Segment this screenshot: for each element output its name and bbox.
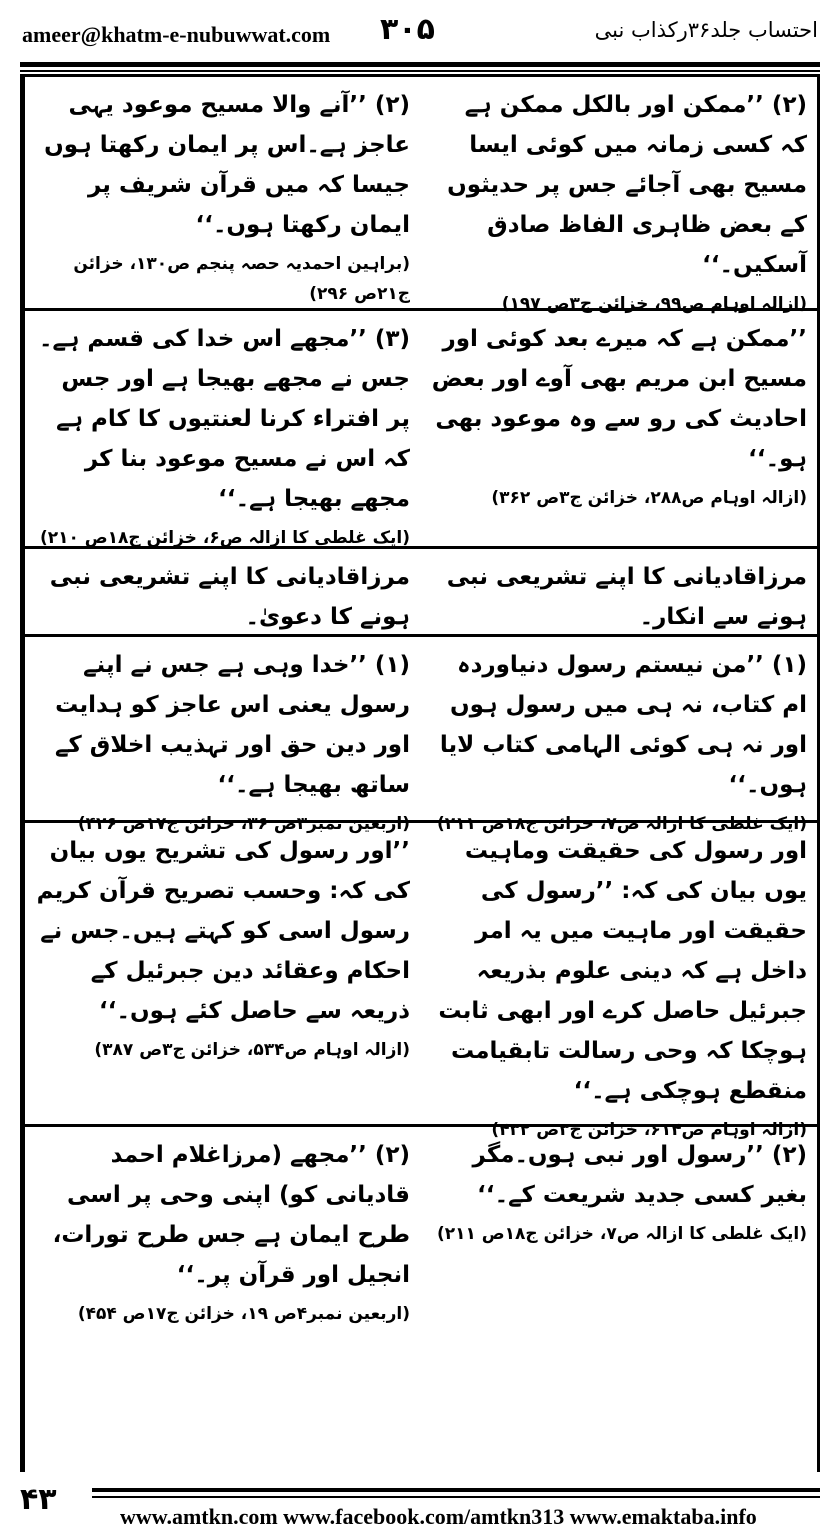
cell-reference: (براہین احمدیہ حصہ پنجم ص۱۳۰، خزائن ج۲۱ص ۲۹۶) <box>73 254 410 304</box>
footer-rule-thin <box>92 1496 820 1498</box>
table-cell-left-5 <box>420 820 817 1140</box>
header-rule-thin <box>20 70 820 72</box>
table-cell-right-1 <box>23 74 420 308</box>
table-cell-right-6 <box>23 1124 420 1472</box>
footer-websites: www.amtkn.com www.facebook.com/amtkn313 www.emaktaba.info <box>120 1504 757 1529</box>
footer-page-marker: ۴۳ <box>20 1482 57 1517</box>
cell-reference: (ایک غلطی کا ازالہ ص۷، خزائن ج۱۸ص ۲۱۱) <box>436 1224 807 1244</box>
cell-reference: (اربعین نمبر۳ص ۳۶، خزائن ج۱۷ص ۴۲۶) <box>77 814 410 834</box>
cell-heading: مرزاقادیانی کا اپنے تشریعی نبی ہونے کا دعویٰ۔ <box>49 564 410 630</box>
footer-rule-thick <box>92 1488 820 1492</box>
comparison-table <box>20 74 820 1472</box>
cell-text: (۲) ’’ممکن اور بالکل ممکن ہے کہ کسی زمانہ میں کوئی ایسا مسیح بھی آجائے جس پر حدیثوں کے بعض ظاہری الفاظ صادق آسکیں۔‘‘ <box>447 92 807 278</box>
cell-reference: (اربعین نمبر۴ص ۱۹، خزائن ج۱۷ص ۴۵۴) <box>77 1304 410 1324</box>
table-cell-right-3 <box>23 546 420 634</box>
header-title: احتساب جلد۳۶رکذاب نبی <box>594 18 818 42</box>
header-email: ameer@khatm-e-nubuwwat.com <box>22 22 331 47</box>
header-page-number: ۳۰۵ <box>380 12 435 47</box>
cell-heading: مرزاقادیانی کا اپنے تشریعی نبی ہونے سے انکار۔ <box>446 564 807 630</box>
table-cell-left-6 <box>420 1124 817 1472</box>
cell-text: (۲) ’’آنے والا مسیح موعود یہی عاجز ہے۔اس پر ایمان رکھتا ہوں جیسا کہ میں قرآن شریف پر ایمان رکھتا ہوں۔‘‘ <box>44 92 410 238</box>
cell-text: اور رسول کی حقیقت وماہیت یوں بیان کی کہ: ’’رسول کی حقیقت اور ماہیت میں یہ امر داخل ہے کہ دینی علوم بذریعہ جبرئیل حاصل کرے اور ابھی ثابت ہوچکا کہ وحی رسالت تابقیامت منقطع ہوچکی ہے۔‘‘ <box>438 838 807 1104</box>
cell-reference: (ایک غلطی کا ازالہ ص۶، خزائن ج۱۸ص ۲۱۰) <box>39 528 410 548</box>
header-rule-thick <box>20 62 820 67</box>
table-cell-right-5 <box>23 820 420 1124</box>
cell-text: ’’ممکن ہے کہ میرے بعد کوئی اور مسیح ابن مریم بھی آوے اور بعض احادیث کی رو سے وہ موعود بھی ہو۔‘‘ <box>431 326 807 472</box>
cell-reference: (ازالہ اوہام ص۶۱۴، خزائن ج۳ص ۴۳۲) <box>491 1120 807 1140</box>
cell-text: (۲) ’’رسول اور نبی ہوں۔مگر بغیر کسی جدید شریعت کے۔‘‘ <box>472 1142 807 1208</box>
page-header <box>0 0 840 58</box>
cell-text: (۲) ’’مجھے (مرزاغلام احمد قادیانی کو) اپنی وحی پر اسی طرح ایمان ہے جس طرح تورات، انجیل اور قرآن پر۔‘‘ <box>52 1142 410 1288</box>
table-cell-left-3 <box>420 546 817 634</box>
cell-text: (۱) ’’خدا وہی ہے جس نے اپنے رسول یعنی اس عاجز کو ہدایت اور دین حق اور تہذیب اخلاق کے ساتھ بھیجا ہے۔‘‘ <box>54 652 410 798</box>
cell-reference: (ازالہ اوہام ص۲۸۸، خزائن ج۳ص ۳۶۲) <box>491 488 807 508</box>
table-cell-left-1 <box>420 74 817 314</box>
cell-reference: (ازالہ اوہام ص۵۳۴، خزائن ج۳ص ۳۸۷) <box>94 1040 410 1060</box>
page-footer <box>0 1476 840 1540</box>
cell-text: (۳) ’’مجھے اس خدا کی قسم ہے۔جس نے مجھے بھیجا ہے اور جس پر افتراء کرنا لعنتیوں کا کام ہے کہ اس نے مسیح موعود بنا کر مجھے بھیجا ہے۔‘‘ <box>38 326 410 512</box>
cell-reference: (ازالہ اوہام ص۹۹، خزائن ج۳ص ۱۹۷) <box>501 294 807 314</box>
table-cell-left-4 <box>420 634 817 834</box>
cell-reference: (ایک غلطی کا ازالہ ص۷، خزائن ج۱۸ص ۲۱۱) <box>436 814 807 834</box>
table-cell-left-2 <box>420 308 817 546</box>
table-cell-right-2 <box>23 308 420 546</box>
cell-text: (۱) ’’من نیستم رسول دنیاوردہ ام کتاب، نہ ہی میں رسول ہوں اور نہ ہی کوئی الہامی کتاب لایا ہوں۔‘‘ <box>439 652 807 798</box>
table-cell-right-4 <box>23 634 420 834</box>
cell-text: ’’اور رسول کی تشریح یوں بیان کی کہ: وحسب تصریح قرآن کریم رسول اسی کو کہتے ہیں۔جس نے احکام وعقائد دین جبرئیل کے ذریعہ سے حاصل کئے ہوں۔‘‘ <box>36 838 410 1024</box>
